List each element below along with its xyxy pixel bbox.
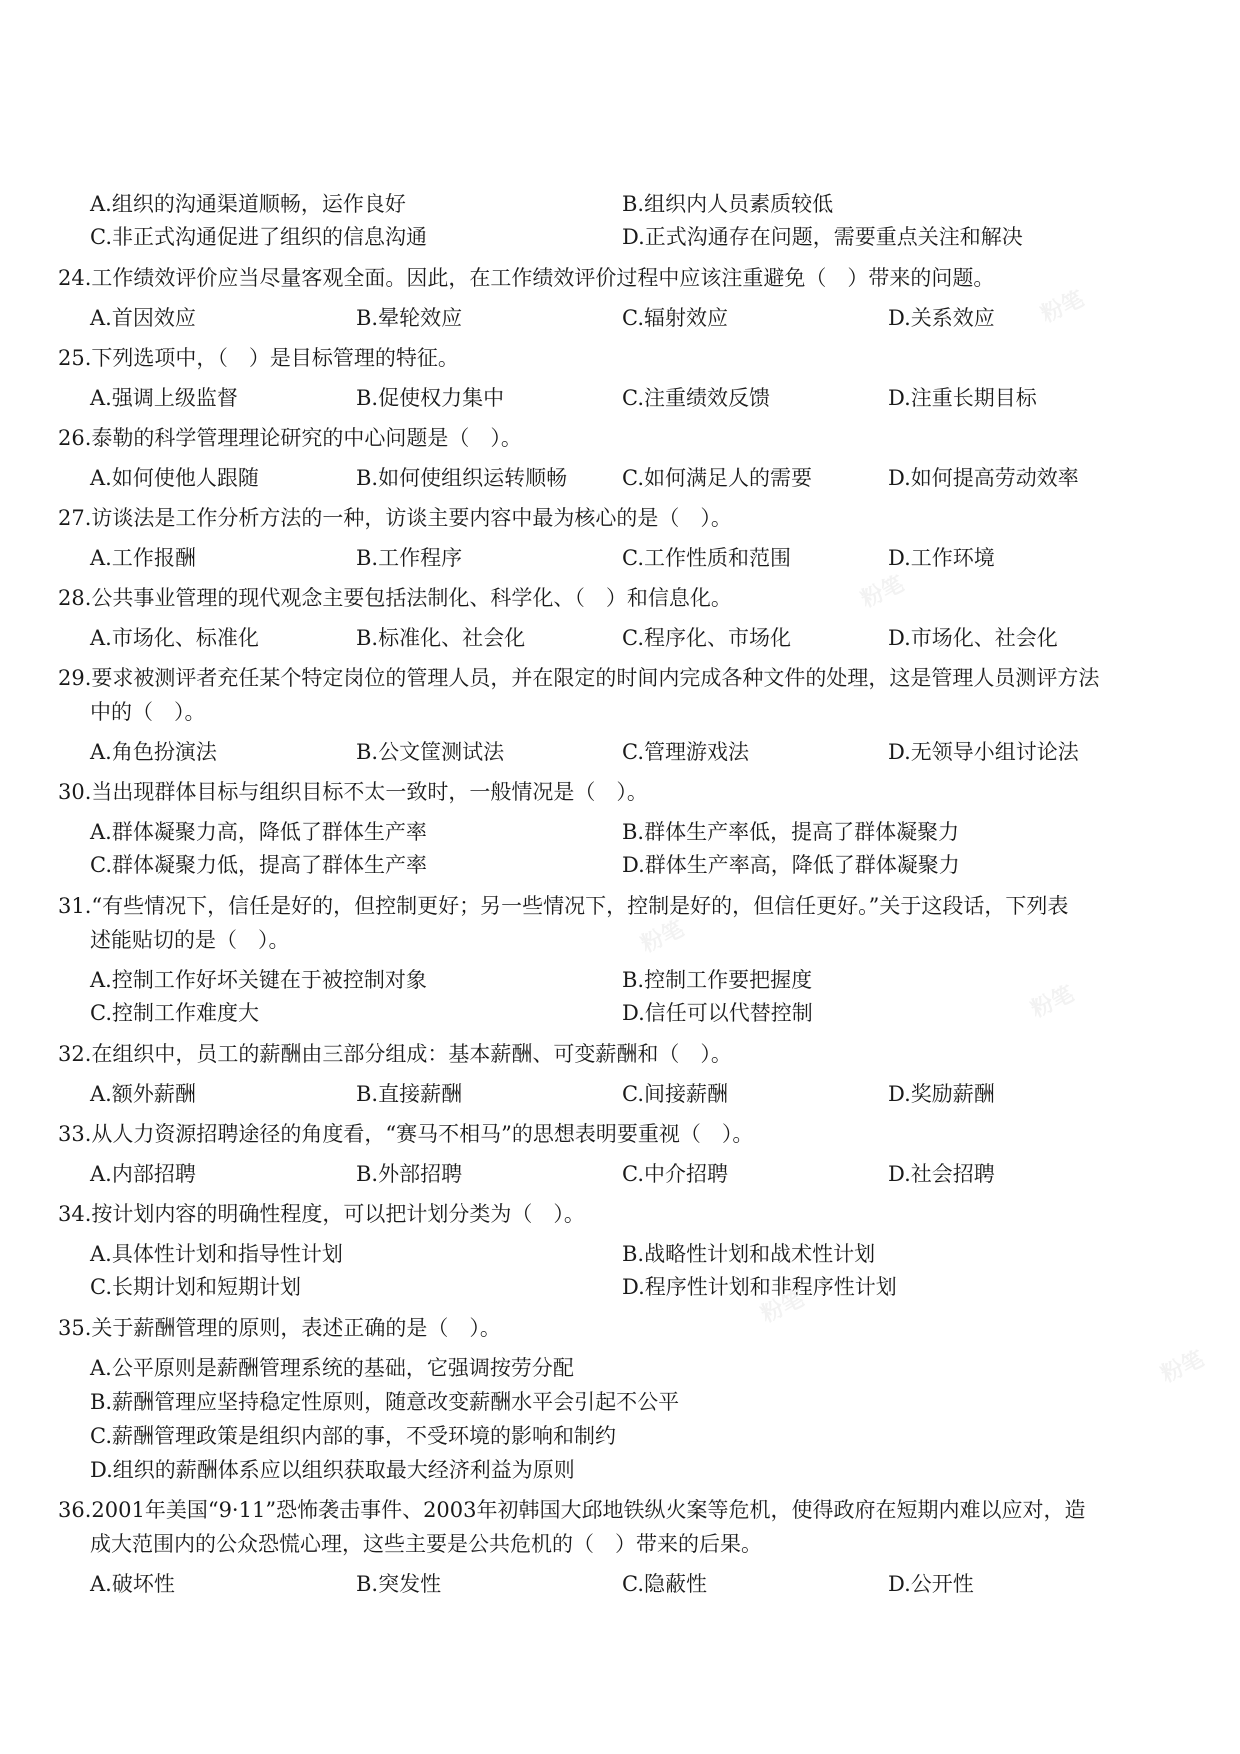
q30-option-a: A.群体凝聚力高，降低了群体生产率 bbox=[90, 820, 427, 844]
q35-option-b: B.薪酬管理应坚持稳定性原则，随意改变薪酬水平会引起不公平 bbox=[90, 1390, 680, 1414]
q25-option-a: A.强调上级监督 bbox=[90, 386, 238, 410]
q35-option-a: A.公平原则是薪酬管理系统的基础，它强调按劳分配 bbox=[90, 1356, 574, 1380]
q33-option-d: D.社会招聘 bbox=[888, 1162, 995, 1186]
watermark-logo: 粉笔 bbox=[637, 916, 689, 958]
q29-stem-line2: 中的（ ）。 bbox=[90, 700, 206, 724]
q35-stem: 35.关于薪酬管理的原则，表述正确的是（ ）。 bbox=[58, 1316, 501, 1340]
q35-option-c: C.薪酬管理政策是组织内部的事，不受环境的影响和制约 bbox=[90, 1424, 616, 1448]
q25-option-c: C.注重绩效反馈 bbox=[622, 386, 770, 410]
q26-stem: 26.泰勒的科学管理理论研究的中心问题是（ ）。 bbox=[58, 426, 522, 450]
q35-option-d: D.组织的薪酬体系应以组织获取最大经济利益为原则 bbox=[90, 1458, 575, 1482]
q32-option-c: C.间接薪酬 bbox=[622, 1082, 728, 1106]
q28-stem: 28.公共事业管理的现代观念主要包括法制化、科学化、（ ）和信息化。 bbox=[58, 586, 732, 610]
q29-option-d: D.无领导小组讨论法 bbox=[888, 740, 1079, 764]
q31-option-c: C.控制工作难度大 bbox=[90, 1001, 259, 1025]
q30-option-d: D.群体生产率高，降低了群体凝聚力 bbox=[622, 853, 960, 877]
q23-option-a: A.组织的沟通渠道顺畅，运作良好 bbox=[90, 192, 406, 216]
q34-stem: 34.按计划内容的明确性程度，可以把计划分类为（ ）。 bbox=[58, 1202, 585, 1226]
watermark-logo: 粉笔 bbox=[1037, 286, 1089, 328]
q26-option-b: B.如何使组织运转顺畅 bbox=[356, 466, 568, 490]
q34-option-c: C.长期计划和短期计划 bbox=[90, 1275, 301, 1299]
q27-stem: 27.访谈法是工作分析方法的一种，访谈主要内容中最为核心的是（ ）。 bbox=[58, 506, 732, 530]
q33-option-c: C.中介招聘 bbox=[622, 1162, 728, 1186]
q25-option-b: B.促使权力集中 bbox=[356, 386, 505, 410]
q27-option-d: D.工作环境 bbox=[888, 546, 995, 570]
watermark-logo: 粉笔 bbox=[1157, 1346, 1209, 1388]
q32-option-d: D.奖励薪酬 bbox=[888, 1082, 995, 1106]
q36-option-c: C.隐蔽性 bbox=[622, 1572, 707, 1596]
q23-option-d: D.正式沟通存在问题，需要重点关注和解决 bbox=[622, 225, 1023, 249]
q24-option-b: B.晕轮效应 bbox=[356, 306, 463, 330]
q32-stem: 32.在组织中，员工的薪酬由三部分组成：基本薪酬、可变薪酬和（ ）。 bbox=[58, 1042, 732, 1066]
q28-option-a: A.市场化、标准化 bbox=[90, 626, 259, 650]
q27-option-b: B.工作程序 bbox=[356, 546, 463, 570]
q31-option-b: B.控制工作要把握度 bbox=[622, 968, 813, 992]
q32-option-b: B.直接薪酬 bbox=[356, 1082, 463, 1106]
q23-option-b: B.组织内人员素质较低 bbox=[622, 192, 834, 216]
q24-stem: 24.工作绩效评价应当尽量客观全面。因此，在工作绩效评价过程中应该注重避免（ ）带来的问题。 bbox=[58, 266, 995, 290]
q26-option-c: C.如何满足人的需要 bbox=[622, 466, 812, 490]
q27-option-a: A.工作报酬 bbox=[90, 546, 196, 570]
q34-option-d: D.程序性计划和非程序性计划 bbox=[622, 1275, 897, 1299]
q31-stem-line2: 述能贴切的是（ ）。 bbox=[90, 928, 290, 952]
q32-option-a: A.额外薪酬 bbox=[90, 1082, 196, 1106]
q28-option-d: D.市场化、社会化 bbox=[888, 626, 1058, 650]
q29-option-b: B.公文筐测试法 bbox=[356, 740, 505, 764]
q27-option-c: C.工作性质和范围 bbox=[622, 546, 791, 570]
watermark-logo: 粉笔 bbox=[757, 1286, 809, 1328]
q34-option-b: B.战略性计划和战术性计划 bbox=[622, 1242, 876, 1266]
q25-option-d: D.注重长期目标 bbox=[888, 386, 1037, 410]
q36-stem-line1: 36.2001年美国“9·11”恐怖袭击事件、2003年初韩国大邱地铁纵火案等危机，使得政府在短期内难以应对，造 bbox=[58, 1498, 1086, 1522]
q34-option-a: A.具体性计划和指导性计划 bbox=[90, 1242, 343, 1266]
q36-stem-line2: 成大范围内的公众恐慌心理，这些主要是公共危机的（ ）带来的后果。 bbox=[90, 1532, 762, 1556]
q29-option-a: A.角色扮演法 bbox=[90, 740, 217, 764]
q33-option-b: B.外部招聘 bbox=[356, 1162, 463, 1186]
q33-stem: 33.从人力资源招聘途径的角度看，“赛马不相马”的思想表明要重视（ ）。 bbox=[58, 1122, 754, 1146]
q24-option-c: C.辐射效应 bbox=[622, 306, 728, 330]
q31-stem-line1: 31.“有些情况下，信任是好的，但控制更好；另一些情况下，控制是好的，但信任更好。”关于这段话，下列表 bbox=[58, 894, 1069, 918]
q29-option-c: C.管理游戏法 bbox=[622, 740, 749, 764]
q26-option-a: A.如何使他人跟随 bbox=[90, 466, 259, 490]
q28-option-c: C.程序化、市场化 bbox=[622, 626, 791, 650]
q29-stem-line1: 29.要求被测评者充任某个特定岗位的管理人员，并在限定的时间内完成各种文件的处理，这是管理人员测评方法 bbox=[58, 666, 1100, 690]
q30-option-c: C.群体凝聚力低，提高了群体生产率 bbox=[90, 853, 427, 877]
q33-option-a: A.内部招聘 bbox=[90, 1162, 196, 1186]
watermark-logo: 粉笔 bbox=[857, 571, 909, 613]
watermark-logo: 粉笔 bbox=[1027, 981, 1079, 1023]
q25-stem: 25.下列选项中，（ ）是目标管理的特征。 bbox=[58, 346, 459, 370]
q30-stem: 30.当出现群体目标与组织目标不太一致时，一般情况是（ ）。 bbox=[58, 780, 648, 804]
q36-option-d: D.公开性 bbox=[888, 1572, 974, 1596]
q36-option-a: A.破坏性 bbox=[90, 1572, 175, 1596]
q31-option-a: A.控制工作好坏关键在于被控制对象 bbox=[90, 968, 427, 992]
q23-option-c: C.非正式沟通促进了组织的信息沟通 bbox=[90, 225, 427, 249]
q36-option-b: B.突发性 bbox=[356, 1572, 442, 1596]
q24-option-d: D.关系效应 bbox=[888, 306, 995, 330]
q26-option-d: D.如何提高劳动效率 bbox=[888, 466, 1079, 490]
q28-option-b: B.标准化、社会化 bbox=[356, 626, 526, 650]
q31-option-d: D.信任可以代替控制 bbox=[622, 1001, 813, 1025]
q24-option-a: A.首因效应 bbox=[90, 306, 196, 330]
q30-option-b: B.群体生产率低，提高了群体凝聚力 bbox=[622, 820, 960, 844]
